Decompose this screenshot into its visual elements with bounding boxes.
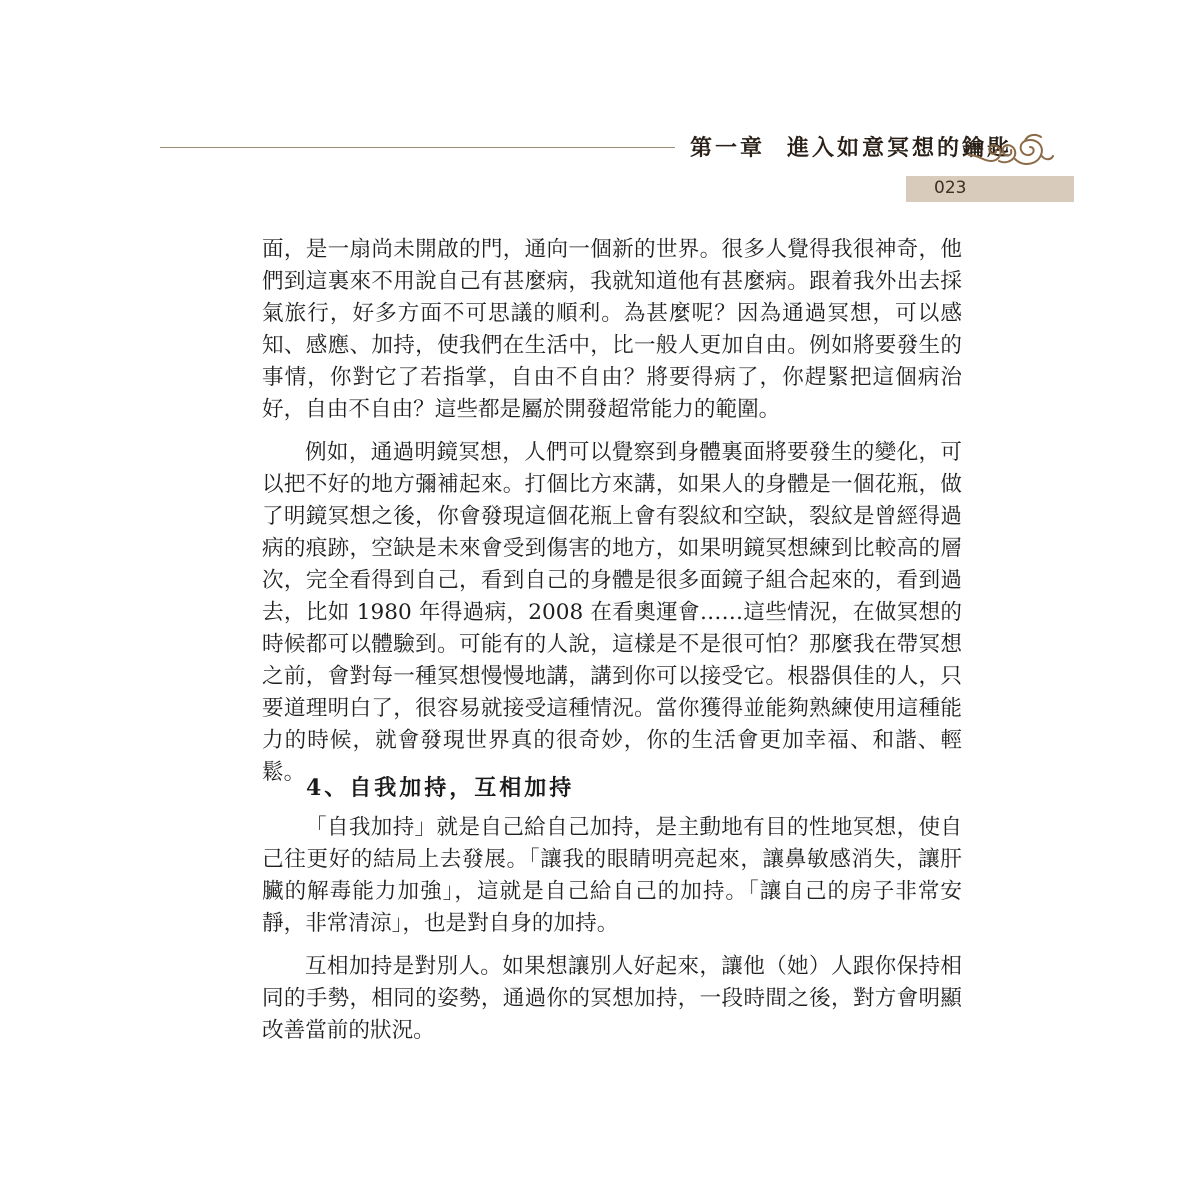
chapter-label: 第一章 — [690, 135, 766, 161]
body-paragraph-2: 例如，通過明鏡冥想，人們可以覺察到身體裏面將要發生的變化，可以把不好的地方彌補起來。打個比方來講，如果人的身體是一個花瓶，做了明鏡冥想之後，你會發現這個花瓶上會有裂紋和空缺，裂紋是曾經得過病的痕跡，空缺是未來會受到傷害的地方，如果明鏡冥想練到比較高的層次，完全看得到自己，看到自己的身體是很多面鏡子組合起來的，看到過去，比如 1980 年得過病，2008 在看奧運會……這些情況，在做冥想的時候都可以體驗到。可能有的人說，這樣是不是很可怕？那麼我在帶冥想之前，會對每一種冥想慢慢地講，講到你可以接受它。根器俱佳的人，只要道理明白了，很容易就接受這種情況。當你獲得並能夠熟練使用這種能力的時候，就會發現世界真的很奇妙，你的生活會更加幸福、和諧、輕鬆。 — [262, 440, 962, 785]
page-number-tab — [906, 176, 1074, 202]
page-number: 023 — [934, 178, 967, 198]
body-paragraph-3: 「自我加持」就是自己給自己加持，是主動地有目的性地冥想，使自己往更好的結局上去發展。「讓我的眼睛明亮起來，讓鼻敏感消失，讓肝臟的解毒能力加強」，這就是自己給自己的加持。「讓自己的房子非常安靜，非常清涼」，也是對自身的加持。 — [262, 815, 962, 936]
swirl-ornament-icon — [965, 125, 1055, 175]
chapter-title — [690, 131, 1012, 162]
body-paragraph-4: 互相加持是對別人。如果想讓別人好起來，讓他（她）人跟你保持相同的手勢，相同的姿勢，通過你的冥想加持，一段時間之後，對方會明顯改善當前的狀況。 — [262, 954, 962, 1043]
header-rule — [160, 147, 675, 148]
section-heading: 4、自我加持，互相加持 — [306, 775, 575, 801]
body-paragraph-1: 面，是一扇尚未開啟的門，通向一個新的世界。很多人覺得我很神奇，他們到這裏來不用說自己有甚麼病，我就知道他有甚麼病。跟着我外出去採氣旅行，好多方面不可思議的順利。為甚麼呢？因為通過冥想，可以感知、感應、加持，使我們在生活中，比一般人更加自由。例如將要發生的事情，你對它了若指掌，自由不自由？將要得病了，你趕緊把這個病治好，自由不自由？這些都是屬於開發超常能力的範圍。 — [262, 237, 962, 422]
chapter-name: 進入如意冥想的鑰匙 — [787, 135, 1013, 161]
